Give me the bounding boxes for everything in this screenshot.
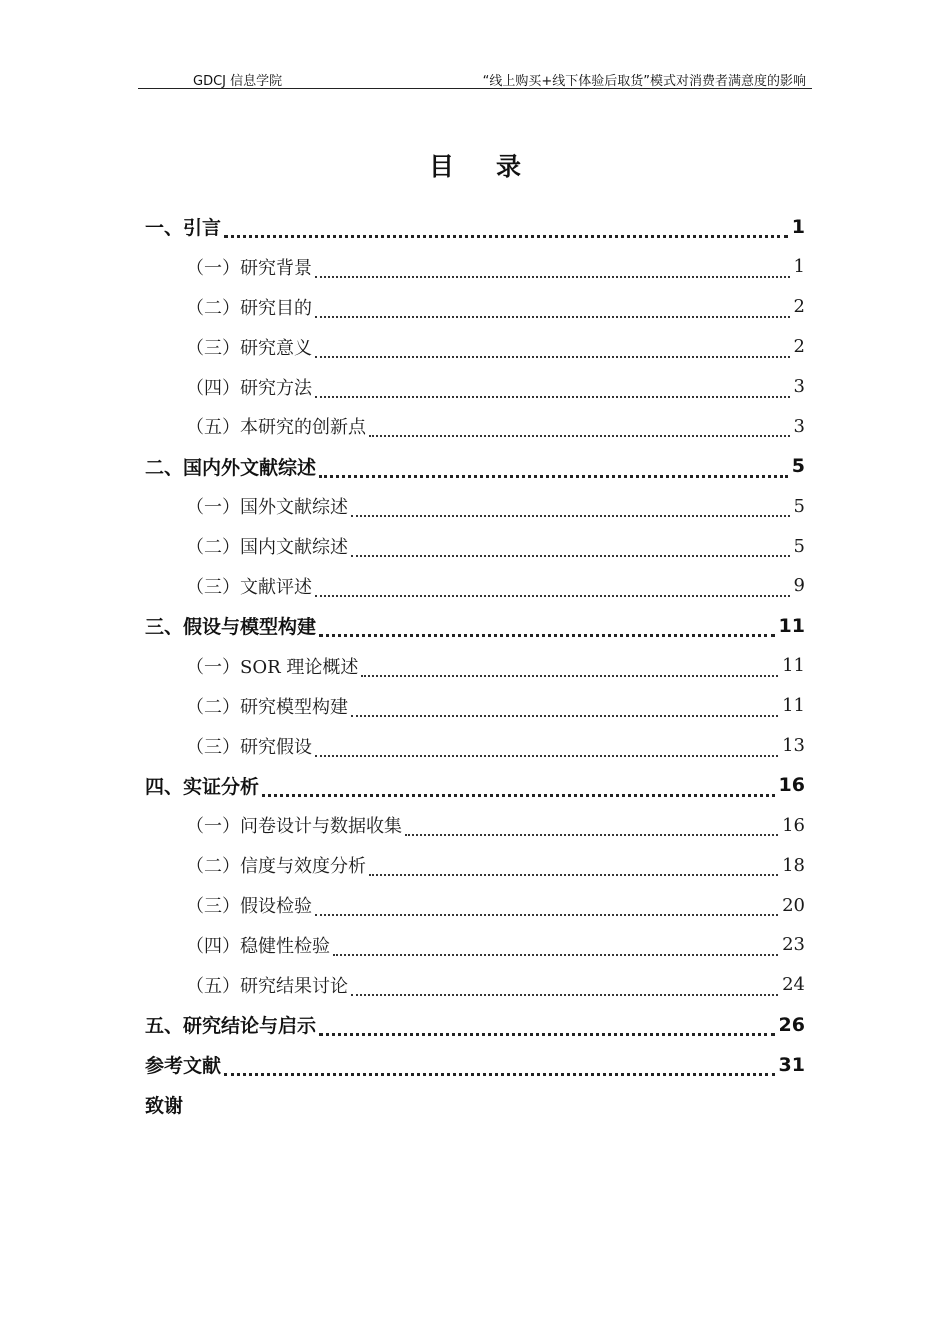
toc-section-entry[interactable] bbox=[0, 925, 950, 965]
toc-dot-leader bbox=[262, 782, 775, 797]
toc-page-number: 5 bbox=[793, 535, 805, 557]
table-of-contents bbox=[0, 207, 950, 1124]
toc-section-entry[interactable] bbox=[0, 327, 950, 367]
toc-entry-title: 四、实证分析 bbox=[145, 775, 260, 798]
page-header bbox=[138, 68, 812, 89]
toc-entry-title: 一、引言 bbox=[145, 217, 222, 240]
toc-chapter-entry[interactable] bbox=[0, 765, 950, 805]
toc-chapter-entry[interactable] bbox=[0, 1045, 950, 1085]
toc-page-number: 5 bbox=[793, 495, 805, 517]
toc-page-number: 24 bbox=[782, 974, 805, 996]
toc-title: 目录 bbox=[428, 152, 563, 181]
toc-page-number: 2 bbox=[793, 296, 805, 318]
toc-chapter-entry[interactable] bbox=[0, 1005, 950, 1045]
toc-section-entry[interactable] bbox=[0, 287, 950, 327]
toc-dot-leader bbox=[315, 902, 778, 916]
toc-entry-title: （二）信度与效度分析 bbox=[186, 856, 366, 878]
toc-entry-title: （一）研究背景 bbox=[186, 257, 312, 279]
toc-dot-leader bbox=[319, 1021, 775, 1036]
toc-entry-title: （二）研究目的 bbox=[186, 297, 312, 319]
toc-section-entry[interactable] bbox=[0, 486, 950, 526]
toc-section-entry[interactable] bbox=[0, 845, 950, 885]
toc-page-number: 5 bbox=[791, 455, 805, 478]
toc-section-entry[interactable] bbox=[0, 805, 950, 845]
toc-dot-leader bbox=[315, 583, 790, 597]
toc-section-entry[interactable] bbox=[0, 406, 950, 446]
toc-entry-title: （一）国外文献综述 bbox=[186, 497, 348, 519]
toc-dot-leader bbox=[351, 982, 778, 996]
toc-chapter-entry[interactable] bbox=[0, 207, 950, 247]
toc-section-entry[interactable] bbox=[0, 367, 950, 407]
toc-page-number: 20 bbox=[782, 894, 805, 916]
toc-section-entry[interactable] bbox=[0, 526, 950, 566]
toc-page-number: 11 bbox=[778, 614, 805, 637]
toc-dot-leader bbox=[315, 384, 790, 398]
toc-dot-leader bbox=[315, 743, 778, 757]
toc-entry-title: （五）本研究的创新点 bbox=[186, 417, 366, 439]
toc-dot-leader bbox=[319, 622, 775, 637]
toc-entry-title: （二）研究模型构建 bbox=[186, 696, 348, 718]
toc-page-number: 16 bbox=[778, 774, 805, 797]
toc-page-number: 23 bbox=[782, 934, 805, 956]
toc-dot-leader bbox=[351, 543, 790, 557]
toc-entry-title: 参考文献 bbox=[145, 1055, 222, 1078]
toc-dot-leader bbox=[224, 223, 788, 238]
toc-page-number: 2 bbox=[793, 336, 805, 358]
toc-page-number: 16 bbox=[782, 814, 805, 836]
toc-entry-title: （一）SOR 理论概述 bbox=[186, 656, 359, 678]
toc-entry-title: （二）国内文献综述 bbox=[186, 537, 348, 559]
toc-entry-title: 二、国内外文献综述 bbox=[145, 456, 317, 479]
toc-page-number: 26 bbox=[778, 1013, 805, 1036]
toc-dot-leader bbox=[351, 703, 778, 717]
toc-dot-leader bbox=[315, 264, 790, 278]
toc-dot-leader bbox=[361, 663, 778, 677]
toc-entry-title: （三）文献评述 bbox=[186, 576, 312, 598]
toc-dot-leader bbox=[315, 344, 790, 358]
toc-entry-title: 三、假设与模型构建 bbox=[145, 616, 317, 639]
toc-entry-title: （三）研究意义 bbox=[186, 337, 312, 359]
toc-page-number: 18 bbox=[782, 854, 805, 876]
toc-page-number: 9 bbox=[793, 575, 805, 597]
toc-chapter-entry[interactable] bbox=[0, 606, 950, 646]
toc-page-number: 31 bbox=[778, 1053, 805, 1076]
toc-page-number: 11 bbox=[782, 695, 805, 717]
toc-page-number: 3 bbox=[793, 415, 805, 437]
toc-chapter-entry[interactable] bbox=[0, 446, 950, 486]
toc-entry-title: （五）研究结果讨论 bbox=[186, 975, 348, 997]
toc-section-entry[interactable] bbox=[0, 686, 950, 726]
toc-entry-title: （四）稳健性检验 bbox=[186, 935, 330, 957]
toc-chapter-entry[interactable] bbox=[0, 1085, 950, 1125]
header-institution: GDCJ 信息学院 bbox=[193, 74, 283, 89]
toc-entry-title: 五、研究结论与启示 bbox=[145, 1015, 317, 1038]
toc-dot-leader bbox=[224, 1061, 775, 1076]
toc-dot-leader bbox=[333, 942, 778, 956]
toc-section-entry[interactable] bbox=[0, 566, 950, 606]
toc-section-entry[interactable] bbox=[0, 885, 950, 925]
toc-dot-leader bbox=[351, 503, 790, 517]
toc-entry-title: （四）研究方法 bbox=[186, 377, 312, 399]
toc-dot-leader bbox=[369, 862, 778, 876]
toc-section-entry[interactable] bbox=[0, 965, 950, 1005]
toc-dot-leader bbox=[315, 304, 790, 318]
toc-page-number: 13 bbox=[782, 735, 805, 757]
toc-section-entry[interactable] bbox=[0, 646, 950, 686]
header-thesis-title: “线上购买+线下体验后取货”模式对消费者满意度的影响 bbox=[482, 74, 806, 89]
toc-page-number: 1 bbox=[791, 215, 805, 238]
toc-entry-title: （三）研究假设 bbox=[186, 736, 312, 758]
toc-dot-leader bbox=[369, 423, 790, 437]
toc-dot-leader bbox=[319, 463, 788, 478]
toc-page-number: 11 bbox=[782, 655, 805, 677]
toc-section-entry[interactable] bbox=[0, 247, 950, 287]
toc-entry-title: （三）假设检验 bbox=[186, 896, 312, 918]
toc-section-entry[interactable] bbox=[0, 726, 950, 766]
toc-dot-leader bbox=[405, 822, 778, 836]
toc-page-number: 3 bbox=[793, 376, 805, 397]
toc-page-number: 1 bbox=[793, 256, 805, 278]
toc-entry-title: 致谢 bbox=[145, 1095, 184, 1118]
toc-entry-title: （一）问卷设计与数据收集 bbox=[186, 816, 402, 838]
